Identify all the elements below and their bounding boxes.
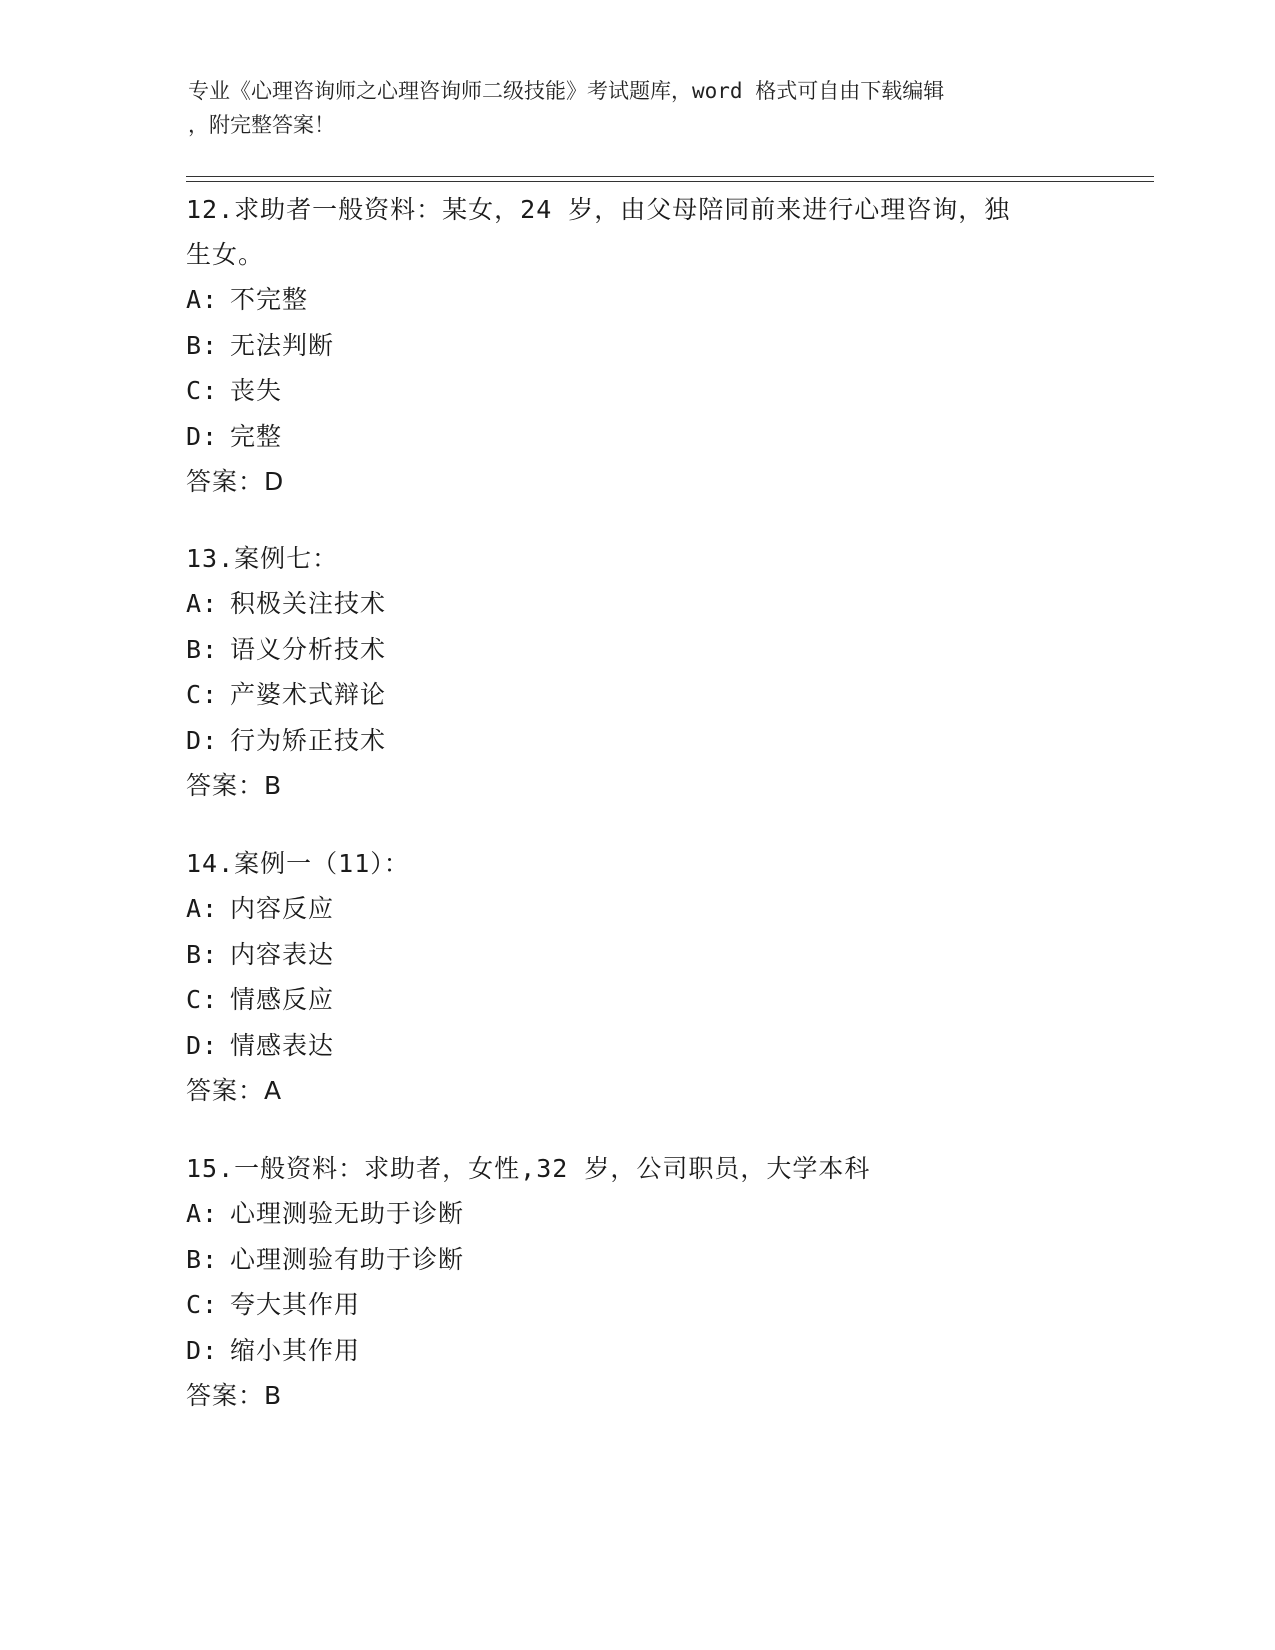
option-d [186,1328,1086,1374]
header-divider-top [186,176,1154,177]
option-key: B: [186,939,219,969]
option-b [186,627,1086,673]
question-stem: 13.案例七： [186,544,339,573]
option-key: B: [186,330,219,360]
option-key: A: [186,1199,219,1228]
answer-line: 答案：B [186,1381,283,1410]
option-c [186,1282,1086,1328]
option-c [186,672,1086,718]
option-d [186,414,1086,460]
question-stem-continued: 生女。 [186,240,265,269]
question-12 [186,187,1086,504]
option-key: C: [186,680,219,709]
option-key: A: [186,285,219,314]
question-14 [186,841,1086,1113]
option-b [186,932,1086,978]
option-text: 心理测验有助于诊断 [230,1244,465,1274]
question-stem: 14.案例一（11）： [186,849,410,878]
option-b [186,1237,1086,1283]
option-text: 语义分析技术 [230,634,387,664]
option-a [186,277,1086,323]
option-c [186,368,1086,414]
question-stem: 15.一般资料：求助者，女性,32 岁，公司职员，大学本科 [186,1154,871,1183]
option-text: 心理测验无助于诊断 [230,1199,465,1228]
option-a [186,581,1086,627]
option-key: C: [186,985,219,1014]
option-key: A: [186,589,219,618]
question-15 [186,1146,1086,1418]
answer-line: 答案：D [186,467,285,496]
option-text: 不完整 [230,285,309,314]
option-b [186,323,1086,369]
header-title-line-2: ，附完整答案！ [188,113,335,137]
question-stem: 12.求助者一般资料：某女，24 岁，由父母陪同前来进行心理咨询，独 [186,195,1011,224]
question-13 [186,536,1086,808]
header-title-line: 专业《心理咨询师之心理咨询师二级技能》考试题库，word 格式可自由下载编辑 [188,79,945,103]
option-text: 内容表达 [230,939,335,969]
option-text: 行为矫正技术 [230,725,387,755]
option-key: C: [186,376,219,405]
option-key: D: [186,1335,219,1365]
option-text: 完整 [230,421,283,451]
option-text: 内容反应 [230,894,335,923]
option-key: A: [186,894,219,923]
option-a [186,1191,1086,1237]
option-d [186,1023,1086,1069]
option-a [186,886,1086,932]
answer-line: 答案：A [186,1076,283,1105]
option-text: 产婆术式辩论 [230,680,387,709]
option-key: D: [186,1030,219,1060]
option-c [186,977,1086,1023]
option-key: C: [186,1290,219,1319]
option-key: D: [186,421,219,451]
option-text: 积极关注技术 [230,589,387,618]
option-key: D: [186,725,219,755]
option-text: 夸大其作用 [230,1290,361,1319]
option-text: 情感表达 [230,1030,335,1060]
option-key: B: [186,634,219,664]
header-divider-bottom [186,181,1154,182]
option-key: B: [186,1244,219,1274]
option-text: 情感反应 [230,985,335,1014]
answer-line: 答案：B [186,771,283,800]
document-header [188,74,1068,142]
option-text: 丧失 [230,376,283,405]
option-text: 缩小其作用 [230,1335,361,1365]
option-text: 无法判断 [230,330,335,360]
option-d [186,718,1086,764]
